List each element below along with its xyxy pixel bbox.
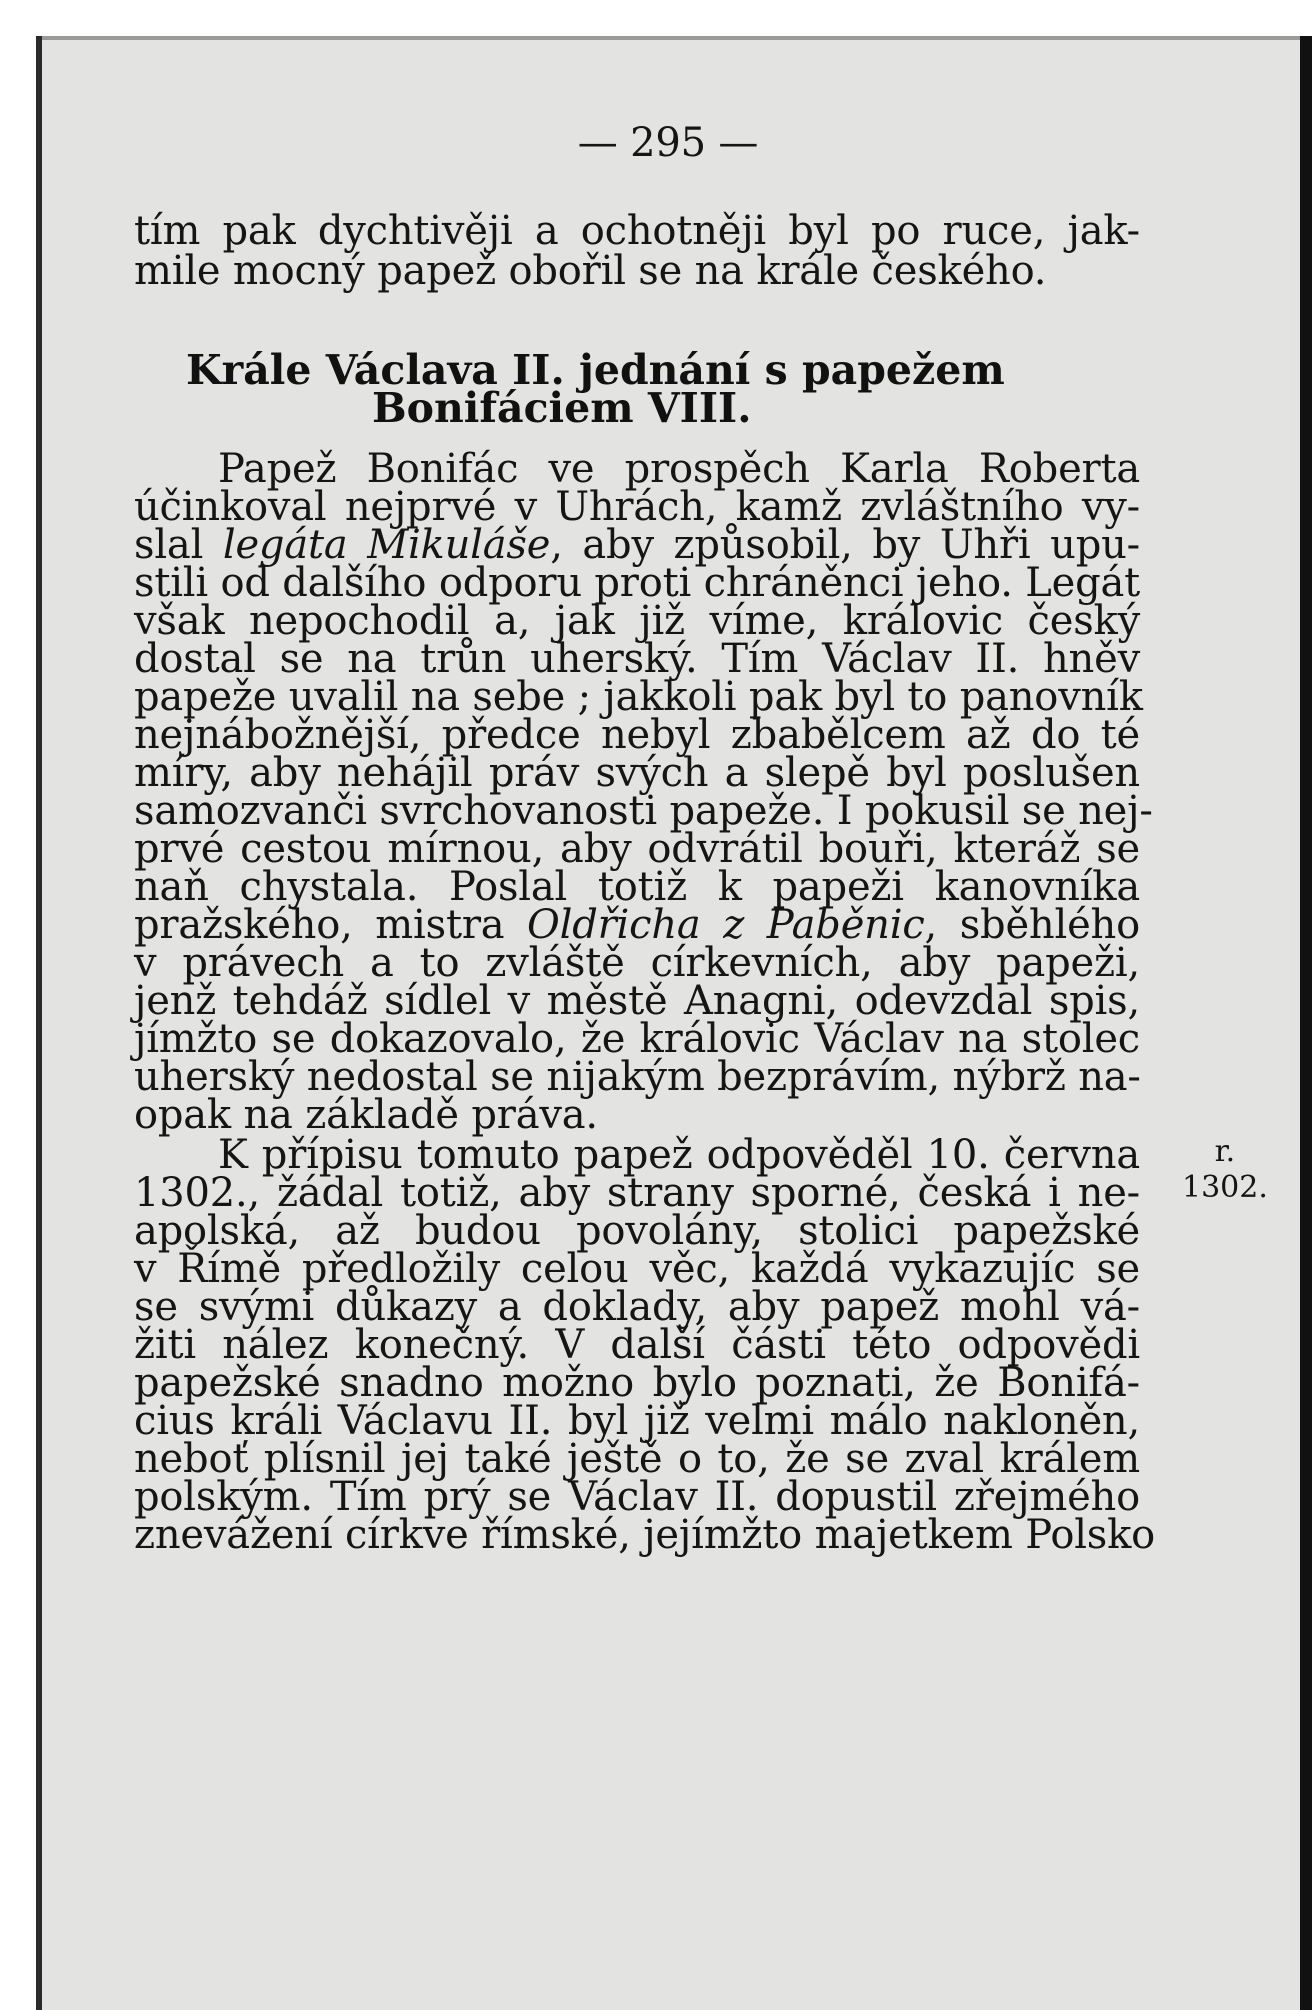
paragraph-line: nejnábožnější, předce nebyl zbabělcem až do té <box>134 712 1140 758</box>
text-run: slal <box>134 522 223 568</box>
paragraph-line: v právech a to zvláště církevních, aby papeži, <box>134 940 1140 986</box>
paragraph-line: naň chystala. Poslal totiž k papeži kanovníka <box>134 864 1140 910</box>
margin-note <box>1182 1134 1268 1206</box>
paragraph-line: účinkoval nejprvé v Uhrách, kamž zvláštního vy- <box>134 484 1140 530</box>
page-left-edge <box>36 36 42 2010</box>
page-number: — 295 — <box>577 120 759 166</box>
paragraph-line: uherský nedostal se nijakým bezprávím, nýbrž na- <box>134 1054 1141 1100</box>
intro-line: tím pak dychtivěji a ochotněji byl po ruce, jak- <box>134 208 1140 254</box>
book-page <box>36 36 1312 2010</box>
paragraph-line: znevážení církve římské, jejímžto majetkem Polsko <box>134 1512 1156 1558</box>
paragraph-line: jímžto se dokazovalo, že královic Václav na stolec <box>134 1016 1140 1062</box>
section-heading-line2: Bonifáciem VIII. <box>372 384 752 432</box>
section-heading-line1: Krále Václava II. jednání s papežem <box>186 346 1005 394</box>
italic-name-oldrich: Oldřicha z Paběnic <box>527 902 925 948</box>
paragraph-line: dostal se na trůn uherský. Tím Václav II. hněv <box>134 636 1140 682</box>
text-run: , sběhlého <box>924 902 1140 948</box>
paragraph-line: prvé cestou mírnou, aby odvrátil bouři, kteráž se <box>134 826 1140 872</box>
page-right-edge <box>1300 36 1312 2010</box>
paragraph-line: apolská, až budou povolány, stolici papežské <box>134 1208 1140 1254</box>
italic-name-legat: legáta Mikuláše <box>222 522 551 568</box>
paragraph-line: papežské snadno možno bylo poznati, že Bonifá- <box>134 1360 1140 1406</box>
paragraph-line: se svými důkazy a doklady, aby papež mohl vá- <box>134 1284 1140 1330</box>
paragraph-line: samozvanči svrchovanosti papeže. I pokusil se nej- <box>134 788 1153 834</box>
margin-note-line2: 1302. <box>1182 1170 1268 1205</box>
paragraph-line: stili od dalšího odporu proti chráněnci jeho. Legát <box>134 560 1141 606</box>
paragraph-line: Papež Bonifác ve prospěch Karla Roberta <box>218 446 1140 492</box>
text-run: pražského, mistra <box>134 902 528 948</box>
paragraph-line: v Římě předložily celou věc, každá vykazujíc se <box>134 1246 1140 1292</box>
paragraph-line: neboť plísnil jej také ještě o to, že se zval králem <box>134 1436 1140 1482</box>
paragraph-line: polským. Tím prý se Václav II. dopustil zřejmého <box>134 1474 1140 1520</box>
paragraph-line: cius králi Václavu II. byl již velmi málo nakloněn, <box>134 1398 1140 1444</box>
page-top-edge <box>36 36 1312 40</box>
paragraph-line: však nepochodil a, jak již víme, královic český <box>134 598 1140 644</box>
margin-note-line1: r. <box>1214 1134 1236 1169</box>
paragraph-line: 1302., žádal totiž, aby strany sporné, česká i ne- <box>134 1170 1140 1216</box>
paragraph-line: opak na základě práva. <box>134 1092 598 1138</box>
text-run: , aby způsobil, by Uhři upu- <box>550 522 1140 568</box>
intro-line: mile mocný papež obořil se na krále českého. <box>134 248 1047 294</box>
paragraph-line: jenž tehdáž sídlel v městě Anagni, odevzdal spis, <box>134 978 1140 1024</box>
paragraph-line: K přípisu tomuto papež odpověděl 10. června <box>218 1132 1140 1178</box>
paragraph-line: míry, aby nehájil práv svých a slepě byl poslušen <box>134 750 1140 796</box>
paragraph-line: žiti nález konečný. V další části této odpovědi <box>134 1322 1140 1368</box>
paragraph-line: papeže uvalil na sebe ; jakkoli pak byl to panovník <box>134 674 1143 720</box>
